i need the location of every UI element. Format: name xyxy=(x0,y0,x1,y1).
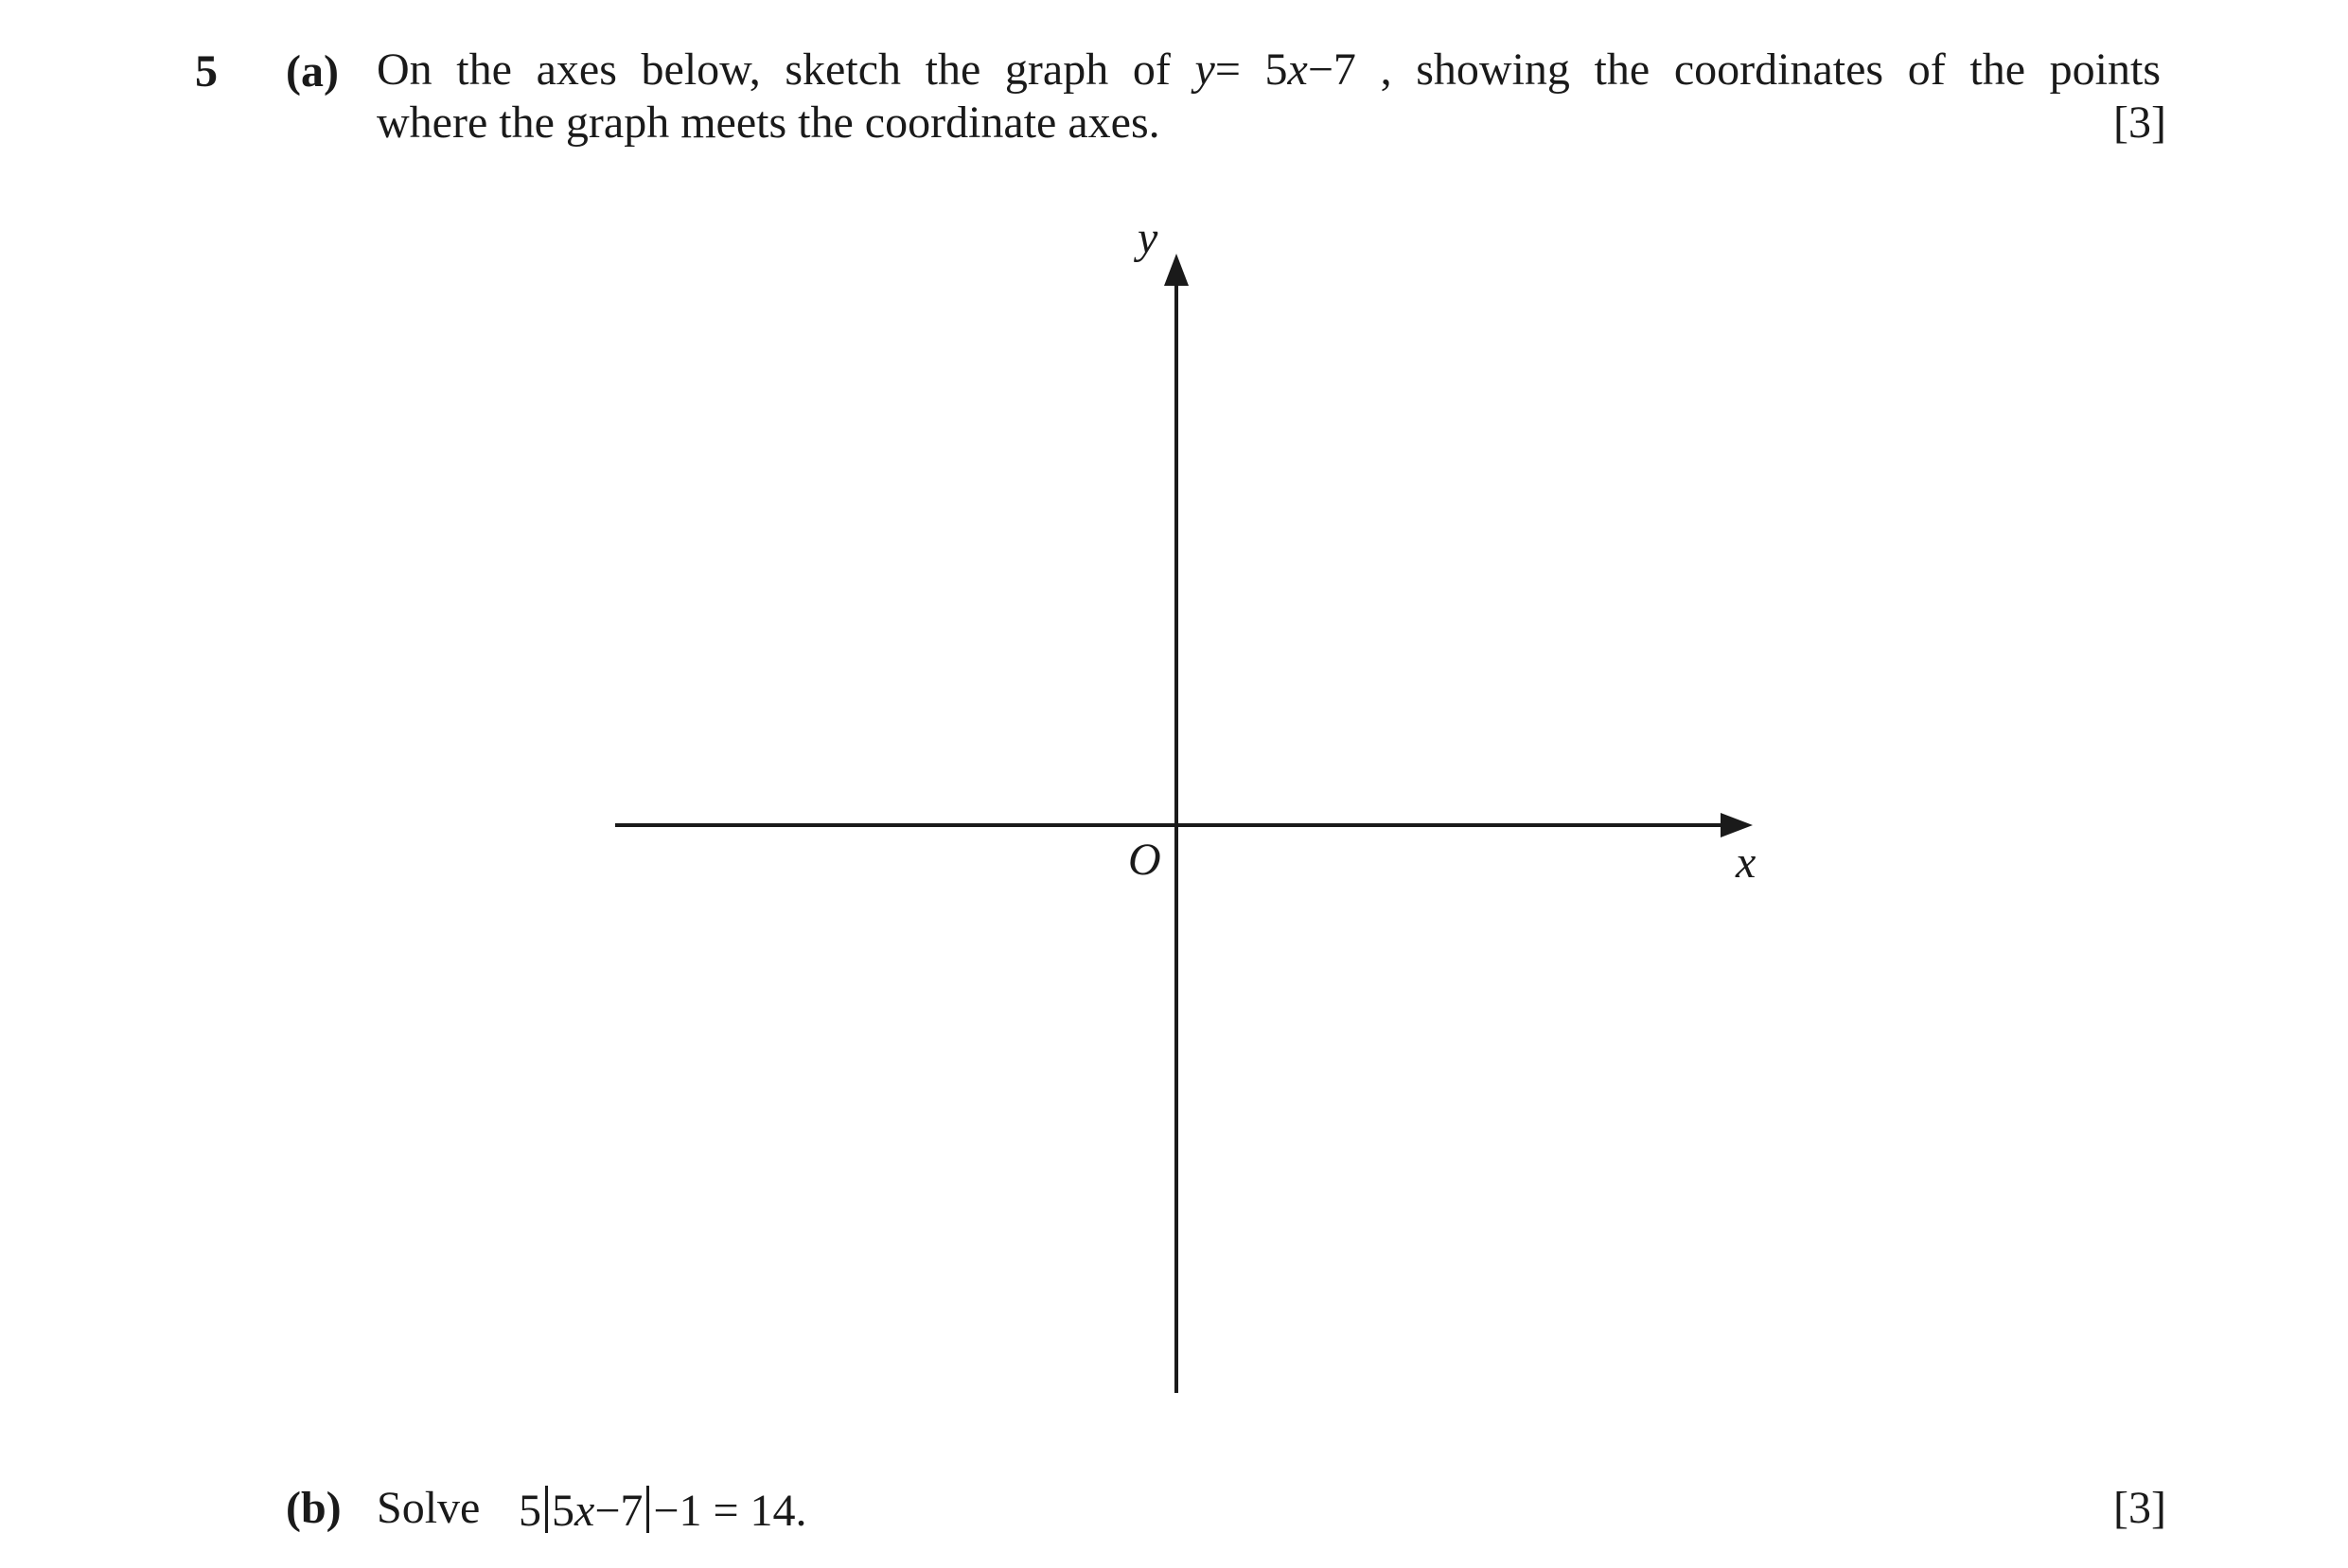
y-axis-arrow xyxy=(1164,254,1189,286)
eq-variable: x xyxy=(574,1486,595,1536)
part-a-line-2: where the graph meets the coordinate axes. xyxy=(377,97,1160,148)
equation-rest: = 5 xyxy=(1214,44,1288,95)
part-b-word: Solve xyxy=(377,1483,481,1533)
x-axis-arrow xyxy=(1721,813,1753,837)
part-a-text-after: showing the coordinates of the points xyxy=(1416,44,2162,95)
eq-inner-coefficient: 5 xyxy=(552,1486,574,1536)
abs-bar-right xyxy=(646,1486,649,1533)
eq-right-side: −1 = 14. xyxy=(653,1486,807,1536)
part-a-label: (a) xyxy=(286,46,339,97)
equation-tail: −7 , xyxy=(1307,44,1392,95)
abs-bar-left xyxy=(545,1486,548,1533)
part-a-marks: [3] xyxy=(2113,97,2166,148)
eq-inner-constant: −7 xyxy=(594,1486,644,1536)
origin-label: O xyxy=(1128,835,1161,885)
y-axis-label: y xyxy=(1138,213,1158,263)
part-a-text-before: On the axes below, sketch the graph of xyxy=(377,44,1171,95)
x-axis-label: x xyxy=(1736,837,1757,888)
part-b-label: (b) xyxy=(286,1483,342,1533)
eq-coefficient: 5 xyxy=(519,1486,541,1536)
part-b-equation xyxy=(519,1486,807,1534)
equation-y: y xyxy=(1194,44,1215,95)
question-number: 5 xyxy=(195,46,218,97)
equation-x: x xyxy=(1287,44,1308,95)
part-b-marks: [3] xyxy=(2113,1483,2166,1533)
